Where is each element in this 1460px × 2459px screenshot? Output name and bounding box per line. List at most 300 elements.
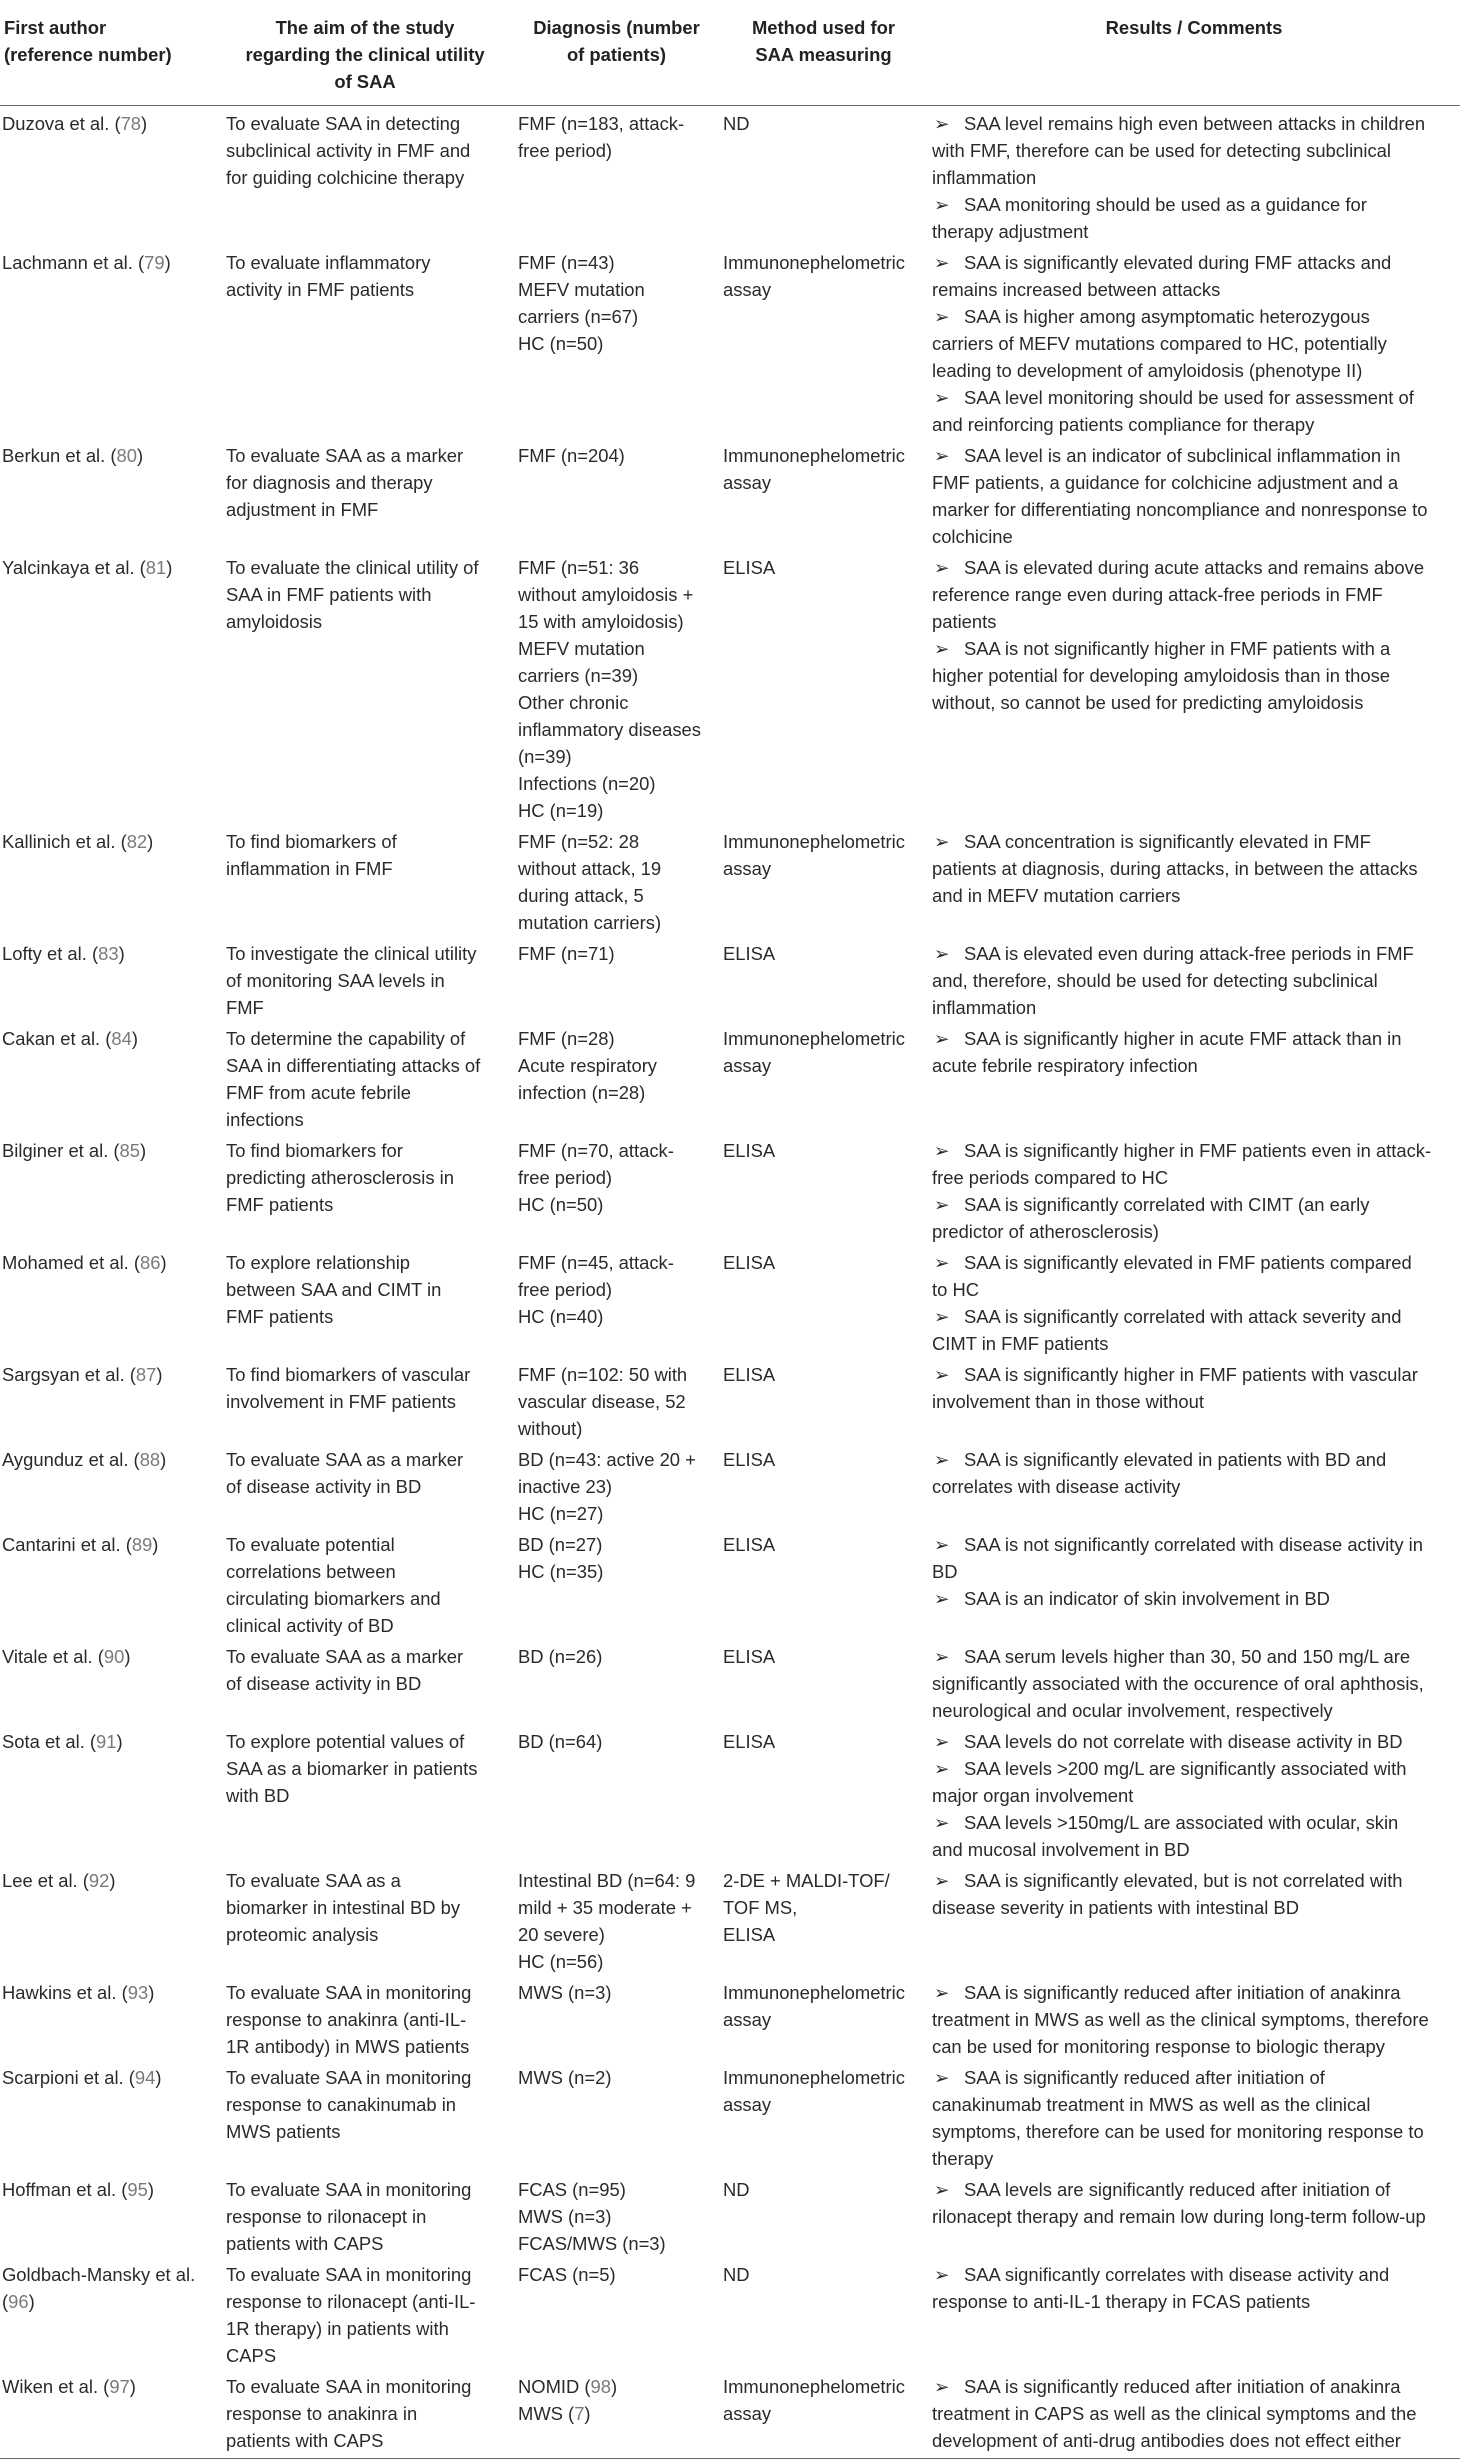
cell-method bbox=[719, 1357, 928, 1442]
result-line bbox=[932, 689, 1456, 716]
cell-aim-line: amyloidosis bbox=[226, 611, 323, 632]
cell-aim-line: To evaluate SAA in monitoring bbox=[226, 2264, 472, 2285]
cell-method-line: 2-DE + MALDI-TOF/ bbox=[723, 1870, 890, 1891]
table-header-row bbox=[0, 1, 1460, 106]
cell-aim bbox=[216, 550, 514, 824]
cell-diagnosis-line: carriers (n=67) bbox=[518, 306, 639, 327]
cell-diagnosis bbox=[514, 1357, 719, 1442]
cell-aim-line: To find biomarkers of bbox=[226, 831, 397, 852]
cell-aim-line: patients with CAPS bbox=[226, 2430, 384, 2451]
cell-author bbox=[0, 1975, 216, 2060]
cell-method-line: ELISA bbox=[723, 1449, 776, 1470]
bullet-arrow-icon: ➢ bbox=[934, 1646, 950, 1667]
author-name: Cantarini et al. ( bbox=[2, 1534, 132, 1555]
table-row bbox=[0, 1357, 1460, 1442]
result-text: neurological and ocular involvement, respectively bbox=[932, 1700, 1333, 1721]
result-text: SAA levels are significantly reduced after initiation of bbox=[964, 2179, 1391, 2200]
cell-aim-line: response to anakinra in bbox=[226, 2403, 418, 2424]
cell-method-line: Immunonephelometric bbox=[723, 2376, 905, 2397]
cell-diagnosis bbox=[514, 1442, 719, 1527]
result-line bbox=[932, 218, 1456, 245]
cell-method bbox=[719, 106, 928, 246]
cell-aim bbox=[216, 1724, 514, 1863]
result-text: inflammation bbox=[932, 997, 1037, 1018]
bullet-arrow-icon: ➢ bbox=[934, 1870, 950, 1891]
cell-diagnosis bbox=[514, 245, 719, 438]
reference-number: 81 bbox=[145, 557, 167, 578]
cell-diagnosis bbox=[514, 2257, 719, 2369]
cell-diagnosis-line: MWS (n=2) bbox=[518, 2067, 612, 2088]
result-text: rilonacept therapy and remain low during long-term follow-up bbox=[932, 2206, 1426, 2227]
bullet-arrow-icon: ➢ bbox=[934, 1306, 950, 1327]
cell-results bbox=[928, 1639, 1460, 1724]
cell-aim-line: FMF patients bbox=[226, 1306, 334, 1327]
cell-diagnosis-line: FMF (n=45, attack- bbox=[518, 1252, 674, 1273]
cell-method-line: Immunonephelometric bbox=[723, 252, 905, 273]
result-line bbox=[932, 1052, 1456, 1079]
result-text: inflammation bbox=[932, 167, 1037, 188]
result-text: SAA significantly correlates with disease activity and bbox=[964, 2264, 1390, 2285]
result-text: SAA level remains high even between attacks in children bbox=[964, 113, 1426, 134]
table-row bbox=[0, 824, 1460, 936]
cell-diagnosis-line: FMF (n=51: 36 bbox=[518, 557, 640, 578]
cell-author bbox=[0, 2172, 216, 2257]
table-row bbox=[0, 936, 1460, 1021]
result-line bbox=[932, 2033, 1456, 2060]
result-line bbox=[932, 110, 1456, 137]
cell-method-line: ELISA bbox=[723, 1731, 776, 1752]
result-text: significantly associated with the occurence of oral aphthosis, bbox=[932, 1673, 1424, 1694]
cell-method-line: assay bbox=[723, 2094, 772, 2115]
cell-diagnosis-line: mild + 35 moderate + bbox=[518, 1897, 692, 1918]
result-text: SAA is significantly elevated in FMF patients compared bbox=[964, 1252, 1412, 1273]
result-line bbox=[932, 1137, 1456, 1164]
result-text: can be used for monitoring response to biologic therapy bbox=[932, 2036, 1385, 2057]
bullet-arrow-icon: ➢ bbox=[934, 1758, 950, 1779]
author-close-paren: ) bbox=[164, 252, 171, 273]
author-close-paren: ) bbox=[160, 1252, 167, 1273]
cell-aim-line: SAA in FMF patients with bbox=[226, 584, 432, 605]
result-line bbox=[932, 994, 1456, 1021]
cell-diagnosis-line: HC (n=56) bbox=[518, 1951, 604, 1972]
reference-number: 86 bbox=[140, 1252, 161, 1273]
cell-method-line: ELISA bbox=[723, 1646, 776, 1667]
table-body bbox=[0, 106, 1460, 2459]
author-close-paren: ) bbox=[156, 1364, 163, 1385]
cell-results bbox=[928, 1357, 1460, 1442]
result-line bbox=[932, 581, 1456, 608]
result-line bbox=[932, 1531, 1456, 1558]
cell-aim-line: predicting atherosclerosis in bbox=[226, 1167, 454, 1188]
result-text: with FMF, therefore can be used for detecting subclinical bbox=[932, 140, 1391, 161]
table-row bbox=[0, 2060, 1460, 2172]
result-line bbox=[932, 1558, 1456, 1585]
cell-aim bbox=[216, 1021, 514, 1133]
author-close-paren: ) bbox=[131, 1028, 138, 1049]
cell-diagnosis-line: without) bbox=[518, 1418, 583, 1439]
table-row bbox=[0, 1863, 1460, 1975]
result-text: SAA is significantly reduced after initiation of anakinra bbox=[964, 2376, 1401, 2397]
header-author: First author (reference number) bbox=[0, 1, 216, 106]
result-line bbox=[932, 2203, 1456, 2230]
cell-aim bbox=[216, 1245, 514, 1357]
result-text: colchicine bbox=[932, 526, 1013, 547]
cell-diagnosis-line bbox=[518, 2400, 715, 2427]
result-text: and in MEFV mutation carriers bbox=[932, 885, 1181, 906]
cell-results bbox=[928, 1863, 1460, 1975]
cell-results bbox=[928, 1527, 1460, 1639]
reference-number: 88 bbox=[139, 1449, 161, 1470]
result-text: and, therefore, should be used for detecting subclinical bbox=[932, 970, 1378, 991]
bullet-arrow-icon: ➢ bbox=[934, 2376, 950, 2397]
result-line bbox=[932, 164, 1456, 191]
cell-aim-line: adjustment in FMF bbox=[226, 499, 379, 520]
reference-number: 7 bbox=[574, 2403, 585, 2424]
cell-aim bbox=[216, 1639, 514, 1724]
result-line bbox=[932, 1979, 1456, 2006]
cell-aim-line: between SAA and CIMT in bbox=[226, 1279, 442, 1300]
result-text: therapy adjustment bbox=[932, 221, 1089, 242]
cell-author bbox=[0, 1245, 216, 1357]
author-close-paren: ) bbox=[129, 2376, 136, 2397]
bullet-arrow-icon: ➢ bbox=[934, 1812, 950, 1833]
cell-aim-line: clinical activity of BD bbox=[226, 1615, 394, 1636]
cell-method bbox=[719, 1021, 928, 1133]
result-line bbox=[932, 554, 1456, 581]
result-text: predictor of atherosclerosis) bbox=[932, 1221, 1159, 1242]
cell-aim-line: activity in FMF patients bbox=[226, 279, 415, 300]
cell-results bbox=[928, 824, 1460, 936]
cell-aim-line: To evaluate the clinical utility of bbox=[226, 557, 479, 578]
table-row bbox=[0, 438, 1460, 550]
cell-method-line: ELISA bbox=[723, 557, 776, 578]
cell-diagnosis-line: MWS (n=3) bbox=[518, 2206, 612, 2227]
reference-number: 82 bbox=[126, 831, 148, 852]
cell-diagnosis bbox=[514, 2060, 719, 2172]
result-text: SAA level monitoring should be used for assessment of bbox=[964, 387, 1414, 408]
result-text: patients at diagnosis, during attacks, in between the attacks bbox=[932, 858, 1418, 879]
cell-results bbox=[928, 2369, 1460, 2459]
result-line bbox=[932, 1782, 1456, 1809]
result-text: SAA is an indicator of skin involvement in BD bbox=[964, 1588, 1330, 1609]
result-text: SAA is significantly elevated in patients with BD and bbox=[964, 1449, 1387, 1470]
cell-diagnosis-line: FMF (n=183, attack- bbox=[518, 113, 685, 134]
cell-method bbox=[719, 936, 928, 1021]
bullet-arrow-icon: ➢ bbox=[934, 1534, 950, 1555]
result-line bbox=[932, 1025, 1456, 1052]
result-text: and mucosal involvement in BD bbox=[932, 1839, 1190, 1860]
result-line bbox=[932, 662, 1456, 689]
result-line bbox=[932, 1330, 1456, 1357]
bullet-arrow-icon: ➢ bbox=[934, 306, 950, 327]
cell-author bbox=[0, 1639, 216, 1724]
result-text: therapy bbox=[932, 2148, 994, 2169]
header-aim: The aim of the study regarding the clinical utility of SAA bbox=[216, 1, 514, 106]
cell-aim bbox=[216, 438, 514, 550]
result-line bbox=[932, 330, 1456, 357]
bullet-arrow-icon: ➢ bbox=[934, 2067, 950, 2088]
result-text: SAA level is an indicator of subclinical inflammation in bbox=[964, 445, 1401, 466]
result-line bbox=[932, 2288, 1456, 2315]
result-text: SAA levels do not correlate with disease activity in BD bbox=[964, 1731, 1403, 1752]
bullet-arrow-icon: ➢ bbox=[934, 1982, 950, 2003]
author-close-paren: ) bbox=[109, 1870, 116, 1891]
result-text: SAA is elevated during acute attacks and remains above bbox=[964, 557, 1425, 578]
cell-diagnosis-line: FMF (n=28) bbox=[518, 1028, 615, 1049]
result-text: correlates with disease activity bbox=[932, 1476, 1181, 1497]
cell-aim bbox=[216, 1527, 514, 1639]
bullet-arrow-icon: ➢ bbox=[934, 2264, 950, 2285]
cell-diagnosis-line: HC (n=40) bbox=[518, 1306, 604, 1327]
result-text: SAA is higher among asymptomatic heterozygous bbox=[964, 306, 1370, 327]
cell-method-line: ELISA bbox=[723, 1924, 776, 1945]
cell-aim-line: To explore potential values of bbox=[226, 1731, 465, 1752]
result-line bbox=[932, 1755, 1456, 1782]
cell-method-line: assay bbox=[723, 1055, 772, 1076]
result-line bbox=[932, 1164, 1456, 1191]
author-close-paren: ) bbox=[118, 943, 125, 964]
cell-aim bbox=[216, 936, 514, 1021]
diagnosis-close-paren: ) bbox=[611, 2376, 618, 2397]
cell-diagnosis-line: FMF (n=102: 50 with bbox=[518, 1364, 688, 1385]
cell-aim bbox=[216, 2172, 514, 2257]
cell-diagnosis bbox=[514, 1527, 719, 1639]
author-name: Berkun et al. ( bbox=[2, 445, 117, 466]
result-line bbox=[932, 1303, 1456, 1330]
author-close-paren: ) bbox=[147, 2179, 154, 2200]
result-text: BD bbox=[932, 1561, 958, 1582]
result-line bbox=[932, 828, 1456, 855]
author-name: Lachmann et al. ( bbox=[2, 252, 145, 273]
cell-author bbox=[0, 2369, 216, 2459]
author-close-paren: ) bbox=[28, 2291, 35, 2312]
cell-diagnosis-line: Acute respiratory bbox=[518, 1055, 658, 1076]
result-text: to HC bbox=[932, 1279, 980, 1300]
cell-aim-line: response to canakinumab in bbox=[226, 2094, 457, 2115]
author-close-paren: ) bbox=[148, 1982, 155, 2003]
cell-results bbox=[928, 2257, 1460, 2369]
reference-number: 78 bbox=[120, 113, 142, 134]
table-row bbox=[0, 1133, 1460, 1245]
cell-aim-line: correlations between bbox=[226, 1561, 396, 1582]
result-text: SAA levels >150mg/L are associated with ocular, skin bbox=[964, 1812, 1399, 1833]
result-text: free periods compared to HC bbox=[932, 1167, 1169, 1188]
bullet-arrow-icon: ➢ bbox=[934, 1449, 950, 1470]
result-line bbox=[932, 1473, 1456, 1500]
cell-method bbox=[719, 2369, 928, 2459]
cell-diagnosis-line: BD (n=43: active 20 + bbox=[518, 1449, 696, 1470]
result-text: SAA is elevated even during attack-free periods in FMF bbox=[964, 943, 1414, 964]
cell-diagnosis-line: MEFV mutation bbox=[518, 279, 645, 300]
cell-aim-line: To find biomarkers for bbox=[226, 1140, 403, 1161]
result-line bbox=[932, 2373, 1456, 2400]
cell-method-line: Immunonephelometric bbox=[723, 445, 905, 466]
cell-diagnosis bbox=[514, 438, 719, 550]
cell-aim-line: To evaluate SAA as a marker bbox=[226, 445, 464, 466]
cell-aim-line: To evaluate SAA in monitoring bbox=[226, 1982, 472, 2003]
cell-diagnosis-line: BD (n=27) bbox=[518, 1534, 603, 1555]
result-line bbox=[932, 1728, 1456, 1755]
cell-aim-line: for diagnosis and therapy bbox=[226, 472, 433, 493]
cell-aim-line: To evaluate SAA in detecting bbox=[226, 113, 461, 134]
table-row bbox=[0, 106, 1460, 246]
result-line bbox=[932, 967, 1456, 994]
result-text: SAA is not significantly correlated with disease activity in bbox=[964, 1534, 1423, 1555]
bullet-arrow-icon: ➢ bbox=[934, 387, 950, 408]
cell-aim-line: FMF bbox=[226, 997, 264, 1018]
header-diagnosis: Diagnosis (number of patients) bbox=[514, 1, 719, 106]
cell-results bbox=[928, 1021, 1460, 1133]
cell-aim-line: with BD bbox=[226, 1785, 290, 1806]
cell-aim-line: FMF from acute febrile bbox=[226, 1082, 411, 1103]
result-line bbox=[932, 608, 1456, 635]
author-name: Yalcinkaya et al. ( bbox=[2, 557, 146, 578]
cell-aim-line: circulating biomarkers and bbox=[226, 1588, 441, 1609]
table-row bbox=[0, 1724, 1460, 1863]
table-row bbox=[0, 550, 1460, 824]
cell-aim bbox=[216, 1133, 514, 1245]
bullet-arrow-icon: ➢ bbox=[934, 831, 950, 852]
cell-aim-line: To explore relationship bbox=[226, 1252, 411, 1273]
cell-method bbox=[719, 2060, 928, 2172]
diagnosis-text: MWS ( bbox=[518, 2403, 575, 2424]
result-line bbox=[932, 1446, 1456, 1473]
cell-diagnosis-line: HC (n=35) bbox=[518, 1561, 604, 1582]
cell-diagnosis-line: FMF (n=204) bbox=[518, 445, 625, 466]
result-text: higher potential for developing amyloidosis than in those bbox=[932, 665, 1391, 686]
author-name: Kallinich et al. ( bbox=[2, 831, 127, 852]
reference-number: 80 bbox=[116, 445, 137, 466]
cell-aim-line: response to rilonacept in bbox=[226, 2206, 427, 2227]
cell-diagnosis-line: infection (n=28) bbox=[518, 1082, 646, 1103]
cell-method-line: assay bbox=[723, 2403, 772, 2424]
bullet-arrow-icon: ➢ bbox=[934, 638, 950, 659]
cell-author bbox=[0, 936, 216, 1021]
result-line bbox=[932, 635, 1456, 662]
cell-results bbox=[928, 1133, 1460, 1245]
cell-diagnosis-line: FMF (n=52: 28 bbox=[518, 831, 640, 852]
result-text: SAA is significantly reduced after initiation of bbox=[964, 2067, 1325, 2088]
cell-aim-line: of disease activity in BD bbox=[226, 1673, 422, 1694]
result-text: and reinforcing patients compliance for therapy bbox=[932, 414, 1315, 435]
cell-author bbox=[0, 106, 216, 246]
reference-number: 91 bbox=[96, 1731, 117, 1752]
bullet-arrow-icon: ➢ bbox=[934, 194, 950, 215]
result-text: CIMT in FMF patients bbox=[932, 1333, 1109, 1354]
cell-results bbox=[928, 1245, 1460, 1357]
table-row bbox=[0, 1527, 1460, 1639]
cell-method bbox=[719, 1975, 928, 2060]
result-line bbox=[932, 137, 1456, 164]
result-line bbox=[932, 1585, 1456, 1612]
cell-method-line: ND bbox=[723, 2179, 750, 2200]
cell-diagnosis bbox=[514, 1863, 719, 1975]
author-name: Duzova et al. ( bbox=[2, 113, 121, 134]
result-text: SAA is significantly higher in FMF patients with vascular bbox=[964, 1364, 1418, 1385]
cell-aim bbox=[216, 2369, 514, 2459]
result-line bbox=[932, 882, 1456, 909]
result-text: marker for differentiating noncompliance and nonresponse to bbox=[932, 499, 1428, 520]
cell-aim-line: To find biomarkers of vascular bbox=[226, 1364, 471, 1385]
table-row bbox=[0, 2369, 1460, 2459]
cell-diagnosis-line: mutation carriers) bbox=[518, 912, 662, 933]
result-text: development of anti-drug antibodies does not effect either bbox=[932, 2430, 1401, 2451]
result-text: involvement than in those without bbox=[932, 1391, 1204, 1412]
table-row bbox=[0, 1245, 1460, 1357]
result-line bbox=[932, 1643, 1456, 1670]
cell-diagnosis-line: free period) bbox=[518, 1279, 613, 1300]
table-row bbox=[0, 1975, 1460, 2060]
author-name: Goldbach-Mansky et al. ( bbox=[2, 2264, 196, 2312]
cell-diagnosis-line: FCAS (n=5) bbox=[518, 2264, 616, 2285]
cell-results bbox=[928, 1975, 1460, 2060]
cell-method-line: ELISA bbox=[723, 943, 776, 964]
diagnosis-text: NOMID ( bbox=[518, 2376, 591, 2397]
cell-aim-line: proteomic analysis bbox=[226, 1924, 379, 1945]
cell-aim-line: 1R antibody) in MWS patients bbox=[226, 2036, 470, 2057]
cell-aim-line: MWS patients bbox=[226, 2121, 341, 2142]
cell-method bbox=[719, 550, 928, 824]
result-text: disease severity in patients with intestinal BD bbox=[932, 1897, 1299, 1918]
cell-aim-line: To evaluate inflammatory bbox=[226, 252, 431, 273]
cell-results bbox=[928, 2060, 1460, 2172]
result-line bbox=[932, 1836, 1456, 1863]
cell-aim-line: To evaluate SAA in monitoring bbox=[226, 2376, 472, 2397]
cell-aim bbox=[216, 1442, 514, 1527]
bullet-arrow-icon: ➢ bbox=[934, 1252, 950, 1273]
cell-diagnosis bbox=[514, 824, 719, 936]
cell-author bbox=[0, 2060, 216, 2172]
result-line bbox=[932, 249, 1456, 276]
reference-number: 95 bbox=[127, 2179, 148, 2200]
cell-method-line: ND bbox=[723, 2264, 750, 2285]
result-line bbox=[932, 1249, 1456, 1276]
result-line bbox=[932, 1361, 1456, 1388]
author-close-paren: ) bbox=[124, 1646, 131, 1667]
cell-aim-line: infections bbox=[226, 1109, 304, 1130]
reference-number: 89 bbox=[131, 1534, 153, 1555]
cell-diagnosis-line: inactive 23) bbox=[518, 1476, 613, 1497]
result-line bbox=[932, 2261, 1456, 2288]
result-text: SAA monitoring should be used as a guidance for bbox=[964, 194, 1367, 215]
result-text: SAA is significantly correlated with attack severity and bbox=[964, 1306, 1402, 1327]
cell-results bbox=[928, 936, 1460, 1021]
cell-method-line: Immunonephelometric bbox=[723, 1028, 905, 1049]
bullet-arrow-icon: ➢ bbox=[934, 2179, 950, 2200]
cell-author bbox=[0, 438, 216, 550]
cell-method-line: ELISA bbox=[723, 1140, 776, 1161]
cell-diagnosis bbox=[514, 106, 719, 246]
cell-diagnosis-line: HC (n=27) bbox=[518, 1503, 604, 1524]
cell-diagnosis-line bbox=[518, 2373, 715, 2400]
cell-diagnosis-line: HC (n=19) bbox=[518, 800, 604, 821]
reference-number: 83 bbox=[98, 943, 119, 964]
author-close-paren: ) bbox=[160, 1449, 167, 1470]
result-text: SAA is significantly elevated, but is not correlated with bbox=[964, 1870, 1403, 1891]
cell-diagnosis-line: free period) bbox=[518, 1167, 613, 1188]
result-text: carriers of MEFV mutations compared to HC, potentially bbox=[932, 333, 1387, 354]
result-line bbox=[932, 496, 1456, 523]
result-line bbox=[932, 1218, 1456, 1245]
result-text: SAA is significantly higher in FMF patients even in attack- bbox=[964, 1140, 1432, 1161]
cell-method-line: assay bbox=[723, 472, 772, 493]
cell-method bbox=[719, 824, 928, 936]
reference-number: 79 bbox=[144, 252, 165, 273]
bullet-arrow-icon: ➢ bbox=[934, 557, 950, 578]
cell-diagnosis-line: 20 severe) bbox=[518, 1924, 605, 1945]
cell-aim-line: SAA in differentiating attacks of bbox=[226, 1055, 481, 1076]
bullet-arrow-icon: ➢ bbox=[934, 943, 950, 964]
